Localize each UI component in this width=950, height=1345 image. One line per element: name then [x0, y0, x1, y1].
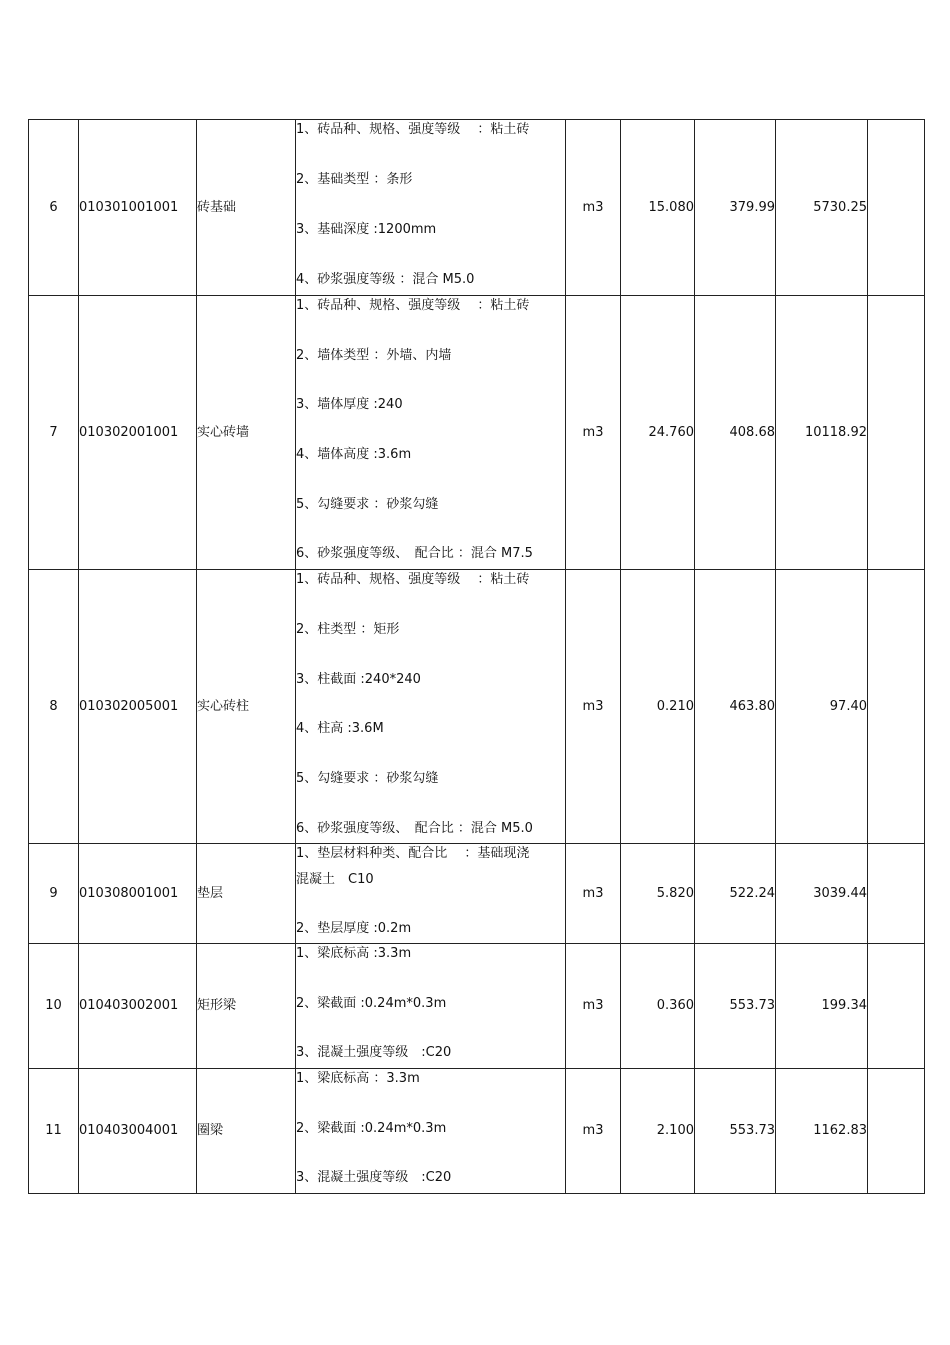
table-row	[29, 844, 925, 944]
feature-line: 3、基础深度 :1200mm	[296, 221, 437, 237]
item-unit-price: 553.73	[695, 944, 776, 1069]
feature-line: 1、砖品种、规格、强度等级 ：粘土砖	[296, 297, 530, 313]
item-quantity: 0.360	[621, 944, 695, 1069]
item-unit: m3	[566, 120, 621, 296]
item-code: 010301001001	[79, 120, 197, 296]
item-code: 010302005001	[79, 570, 197, 844]
feature-line: 4、墙体高度 :3.6m	[296, 446, 412, 462]
item-name: 实心砖墙	[197, 296, 296, 570]
item-features	[296, 296, 566, 570]
feature-line: 2、梁截面 :0.24m*0.3m	[296, 1120, 447, 1136]
item-number: 10	[29, 944, 79, 1069]
feature-line: 5、勾缝要求 ：砂浆勾缝	[296, 770, 439, 786]
item-quantity: 5.820	[621, 844, 695, 944]
item-unit: m3	[566, 570, 621, 844]
item-amount: 97.40	[776, 570, 868, 844]
feature-line: 4、柱高 :3.6M	[296, 720, 384, 736]
item-remark	[868, 844, 925, 944]
feature-line: 混凝土 C10	[296, 871, 374, 887]
table-row	[29, 1069, 925, 1194]
feature-line: 1、梁底标高 ：3.3m	[296, 1070, 420, 1086]
table-body	[29, 120, 925, 1194]
item-unit: m3	[566, 1069, 621, 1194]
feature-line: 1、砖品种、规格、强度等级 ：粘土砖	[296, 571, 530, 587]
item-code: 010403002001	[79, 944, 197, 1069]
table-row	[29, 570, 925, 844]
item-name: 垫层	[197, 844, 296, 944]
item-remark	[868, 570, 925, 844]
item-features	[296, 570, 566, 844]
feature-line: 2、垫层厚度 :0.2m	[296, 920, 412, 936]
table-row	[29, 296, 925, 570]
item-number: 7	[29, 296, 79, 570]
item-code: 010308001001	[79, 844, 197, 944]
feature-line: 6、砂浆强度等级、 配合比 ：混合 M7.5	[296, 545, 533, 561]
item-unit-price: 522.24	[695, 844, 776, 944]
item-features	[296, 844, 566, 944]
item-quantity: 15.080	[621, 120, 695, 296]
item-unit: m3	[566, 944, 621, 1069]
feature-line: 1、梁底标高 :3.3m	[296, 945, 412, 961]
feature-line: 5、勾缝要求 ：砂浆勾缝	[296, 496, 439, 512]
feature-line: 3、混凝土强度等级 :C20	[296, 1169, 452, 1185]
item-remark	[868, 1069, 925, 1194]
item-unit-price: 553.73	[695, 1069, 776, 1194]
item-features	[296, 120, 566, 296]
item-features	[296, 1069, 566, 1194]
item-amount: 5730.25	[776, 120, 868, 296]
item-amount: 1162.83	[776, 1069, 868, 1194]
item-quantity: 24.760	[621, 296, 695, 570]
table-row	[29, 120, 925, 296]
feature-line: 3、墙体厚度 :240	[296, 396, 403, 412]
feature-line: 2、基础类型 ：条形	[296, 171, 413, 187]
item-name: 实心砖柱	[197, 570, 296, 844]
item-quantity: 0.210	[621, 570, 695, 844]
item-number: 6	[29, 120, 79, 296]
item-number: 9	[29, 844, 79, 944]
item-unit-price: 379.99	[695, 120, 776, 296]
item-amount: 10118.92	[776, 296, 868, 570]
feature-line: 6、砂浆强度等级、 配合比 ：混合 M5.0	[296, 820, 533, 836]
item-unit-price: 408.68	[695, 296, 776, 570]
feature-line: 2、梁截面 :0.24m*0.3m	[296, 995, 447, 1011]
item-quantity: 2.100	[621, 1069, 695, 1194]
item-remark	[868, 944, 925, 1069]
feature-line: 3、柱截面 :240*240	[296, 671, 421, 687]
item-number: 11	[29, 1069, 79, 1194]
item-unit: m3	[566, 844, 621, 944]
item-name: 矩形梁	[197, 944, 296, 1069]
item-code: 010403004001	[79, 1069, 197, 1194]
item-name: 圈梁	[197, 1069, 296, 1194]
item-amount: 199.34	[776, 944, 868, 1069]
item-remark	[868, 120, 925, 296]
bill-of-quantities-table	[28, 119, 925, 1194]
item-amount: 3039.44	[776, 844, 868, 944]
item-name: 砖基础	[197, 120, 296, 296]
feature-line: 2、柱类型 ：矩形	[296, 621, 400, 637]
feature-line: 1、砖品种、规格、强度等级 ：粘土砖	[296, 121, 530, 137]
feature-line: 4、砂浆强度等级 ：混合 M5.0	[296, 271, 475, 287]
item-unit-price: 463.80	[695, 570, 776, 844]
feature-line: 2、墙体类型 ：外墙、内墙	[296, 347, 452, 363]
item-unit: m3	[566, 296, 621, 570]
item-number: 8	[29, 570, 79, 844]
item-features	[296, 944, 566, 1069]
feature-line: 3、混凝土强度等级 :C20	[296, 1044, 452, 1060]
feature-line: 1、垫层材料种类、配合比 ：基础现浇	[296, 845, 530, 861]
item-code: 010302001001	[79, 296, 197, 570]
item-remark	[868, 296, 925, 570]
table-row	[29, 944, 925, 1069]
